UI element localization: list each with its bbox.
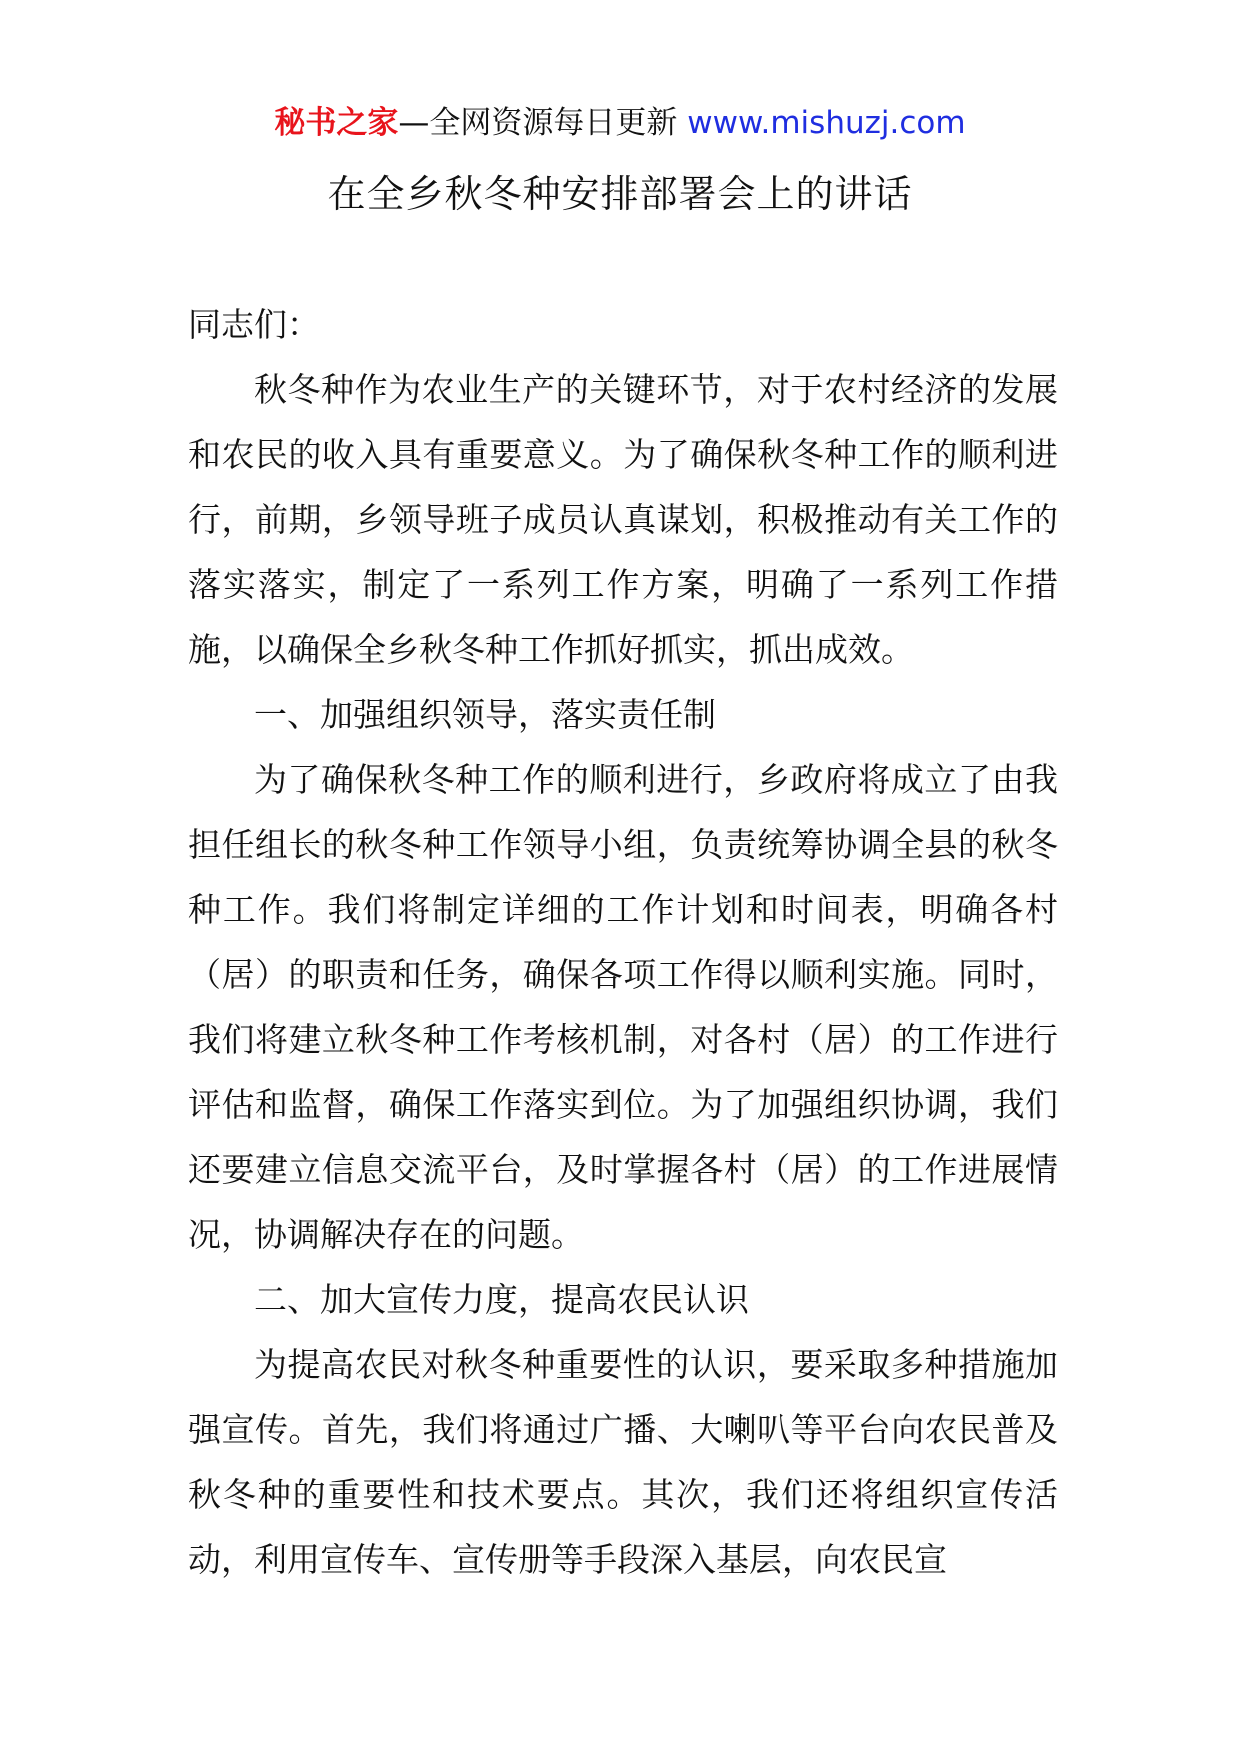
paragraph-intro: 秋冬种作为农业生产的关键环节，对于农村经济的发展和农民的收入具有重要意义。为了确保秋冬种工作的顺利进行，前期，乡领导班子成员认真谋划，积极推动有关工作的落实落实，制定了一系列工作方案，明确了一系列工作措施，以确保全乡秋冬种工作抓好抓实，抓出成效。 (188, 370, 1058, 669)
section-heading-2: 二、加大宣传力度，提高农民认识 (254, 1280, 749, 1319)
paragraph-section-2: 为提高农民对秋冬种重要性的认识，要采取多种措施加强宣传。首先，我们将通过广播、大喇叭等平台向农民普及秋冬种的重要性和技术要点。其次，我们还将组织宣传活动，利用宣传车、宣传册等手段深入基层，向农民宣 (188, 1345, 1058, 1579)
site-url-link[interactable]: www.mishuzj.com (687, 105, 966, 141)
section-heading-1: 一、加强组织领导，落实责任制 (254, 695, 716, 734)
site-brand: 秘书之家 (274, 105, 399, 141)
paragraph-section-1: 为了确保秋冬种工作的顺利进行，乡政府将成立了由我担任组长的秋冬种工作领导小组，负责统筹协调全县的秋冬种工作。我们将制定详细的工作计划和时间表，明确各村（居）的职责和任务，确保各项工作得以顺利实施。同时，我们将建立秋冬种工作考核机制，对各村（居）的工作进行评估和监督，确保工作落实到位。为了加强组织协调，我们还要建立信息交流平台，及时掌握各村（居）的工作进展情况，协调解决存在的问题。 (188, 760, 1058, 1254)
site-header (0, 100, 1240, 146)
salutation: 同志们： (188, 305, 320, 344)
document-title: 在全乡秋冬种安排部署会上的讲话 (327, 172, 913, 216)
document-body (188, 292, 1058, 1592)
site-tagline: —全网资源每日更新 (398, 105, 688, 141)
